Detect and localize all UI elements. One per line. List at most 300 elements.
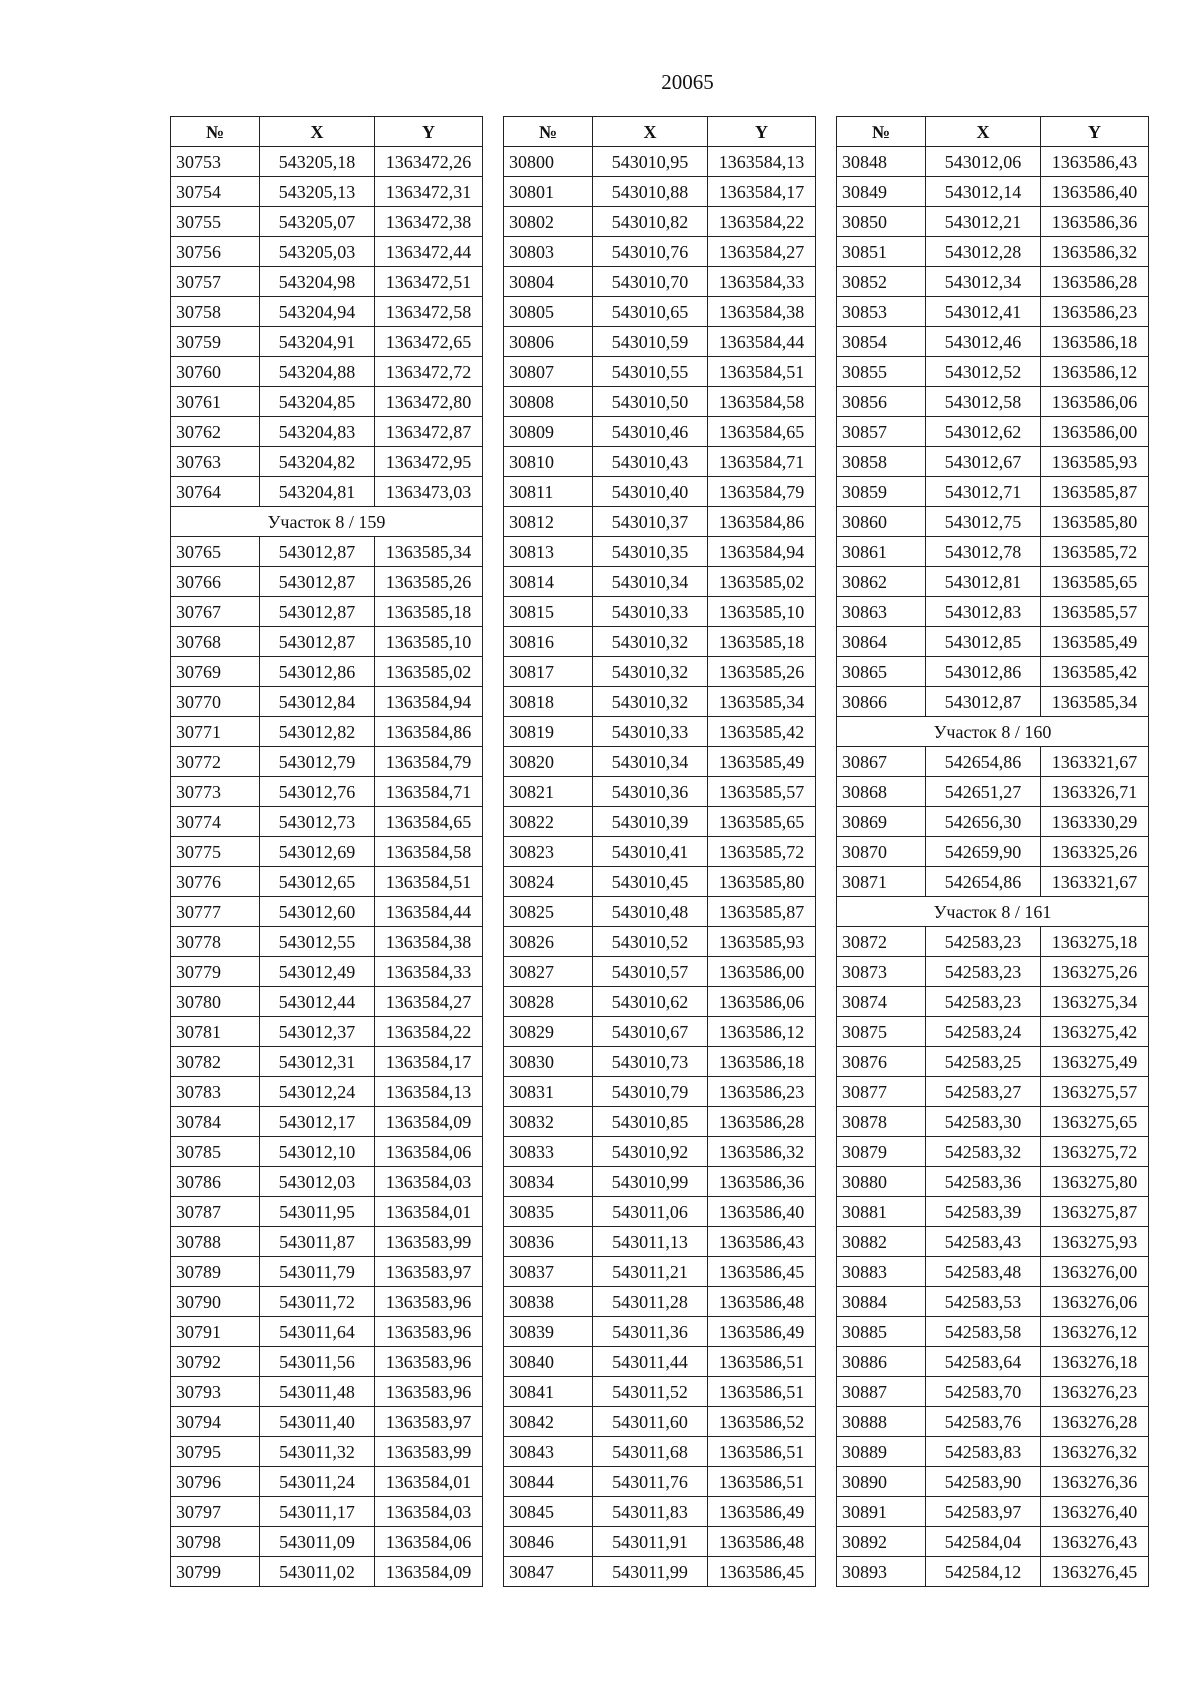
point-number-cell: 30810 — [504, 447, 593, 477]
table-row — [837, 207, 1149, 237]
y-coordinate-cell: 1363276,45 — [1041, 1557, 1149, 1587]
x-coordinate-cell: 542583,76 — [926, 1407, 1041, 1437]
table-row — [504, 387, 816, 417]
table-row — [504, 747, 816, 777]
table-row — [171, 567, 483, 597]
point-number-cell: 30773 — [171, 777, 260, 807]
point-number-cell: 30833 — [504, 1137, 593, 1167]
point-number-cell: 30848 — [837, 147, 926, 177]
point-number-cell: 30863 — [837, 597, 926, 627]
x-coordinate-cell: 543010,88 — [593, 177, 708, 207]
point-number-cell: 30851 — [837, 237, 926, 267]
table-body — [171, 147, 483, 1587]
y-coordinate-cell: 1363583,99 — [375, 1437, 483, 1467]
y-coordinate-cell: 1363586,36 — [1041, 207, 1149, 237]
point-number-cell: 30886 — [837, 1347, 926, 1377]
y-coordinate-cell: 1363584,09 — [375, 1107, 483, 1137]
table-row — [837, 687, 1149, 717]
point-number-cell: 30861 — [837, 537, 926, 567]
x-coordinate-cell: 542583,58 — [926, 1317, 1041, 1347]
y-coordinate-cell: 1363583,97 — [375, 1407, 483, 1437]
y-coordinate-cell: 1363586,40 — [708, 1197, 816, 1227]
x-coordinate-cell: 543204,83 — [260, 417, 375, 447]
x-coordinate-cell: 542583,32 — [926, 1137, 1041, 1167]
table-row — [837, 507, 1149, 537]
x-coordinate-cell: 543204,94 — [260, 297, 375, 327]
y-coordinate-cell: 1363586,12 — [708, 1017, 816, 1047]
table-row — [504, 837, 816, 867]
table-row — [171, 807, 483, 837]
table-row — [171, 477, 483, 507]
table-row — [504, 1557, 816, 1587]
table-row — [837, 237, 1149, 267]
y-coordinate-cell: 1363585,65 — [708, 807, 816, 837]
point-number-cell: 30892 — [837, 1527, 926, 1557]
point-number-cell: 30824 — [504, 867, 593, 897]
point-number-cell: 30871 — [837, 867, 926, 897]
y-coordinate-cell: 1363275,18 — [1041, 927, 1149, 957]
table-row — [837, 957, 1149, 987]
table-row — [504, 1437, 816, 1467]
section-heading-row — [171, 507, 483, 537]
x-coordinate-cell: 543011,79 — [260, 1257, 375, 1287]
table-row — [837, 1077, 1149, 1107]
x-coordinate-cell: 543010,67 — [593, 1017, 708, 1047]
x-coordinate-cell: 543012,10 — [260, 1137, 375, 1167]
table-row — [837, 1017, 1149, 1047]
table-row — [171, 927, 483, 957]
x-coordinate-cell: 543010,95 — [593, 147, 708, 177]
y-coordinate-cell: 1363586,49 — [708, 1497, 816, 1527]
y-coordinate-cell: 1363472,65 — [375, 327, 483, 357]
point-number-cell: 30770 — [171, 687, 260, 717]
table-row — [171, 597, 483, 627]
table-row — [171, 357, 483, 387]
point-number-cell: 30805 — [504, 297, 593, 327]
x-coordinate-cell: 543010,50 — [593, 387, 708, 417]
point-number-cell: 30866 — [837, 687, 926, 717]
y-coordinate-cell: 1363586,43 — [708, 1227, 816, 1257]
table-row — [837, 1047, 1149, 1077]
point-number-cell: 30790 — [171, 1287, 260, 1317]
y-coordinate-cell: 1363585,49 — [708, 747, 816, 777]
y-coordinate-cell: 1363586,51 — [708, 1467, 816, 1497]
x-coordinate-cell: 543011,36 — [593, 1317, 708, 1347]
y-coordinate-cell: 1363585,34 — [708, 687, 816, 717]
x-coordinate-cell: 542583,27 — [926, 1077, 1041, 1107]
header-x: X — [926, 117, 1041, 147]
table-row — [837, 837, 1149, 867]
table-row — [504, 957, 816, 987]
point-number-cell: 30870 — [837, 837, 926, 867]
table-row — [504, 897, 816, 927]
y-coordinate-cell: 1363276,43 — [1041, 1527, 1149, 1557]
y-coordinate-cell: 1363321,67 — [1041, 747, 1149, 777]
point-number-cell: 30794 — [171, 1407, 260, 1437]
point-number-cell: 30829 — [504, 1017, 593, 1047]
x-coordinate-cell: 543012,62 — [926, 417, 1041, 447]
table-row — [171, 237, 483, 267]
y-coordinate-cell: 1363583,96 — [375, 1347, 483, 1377]
table-row — [171, 1167, 483, 1197]
x-coordinate-cell: 543010,79 — [593, 1077, 708, 1107]
point-number-cell: 30757 — [171, 267, 260, 297]
point-number-cell: 30865 — [837, 657, 926, 687]
y-coordinate-cell: 1363586,23 — [1041, 297, 1149, 327]
point-number-cell: 30882 — [837, 1227, 926, 1257]
y-coordinate-cell: 1363584,22 — [375, 1017, 483, 1047]
table-row — [837, 657, 1149, 687]
x-coordinate-cell: 543011,44 — [593, 1347, 708, 1377]
point-number-cell: 30864 — [837, 627, 926, 657]
table-row — [171, 747, 483, 777]
table-row — [171, 1287, 483, 1317]
x-coordinate-cell: 543204,91 — [260, 327, 375, 357]
point-number-cell: 30878 — [837, 1107, 926, 1137]
y-coordinate-cell: 1363583,99 — [375, 1227, 483, 1257]
x-coordinate-cell: 543011,64 — [260, 1317, 375, 1347]
point-number-cell: 30755 — [171, 207, 260, 237]
x-coordinate-cell: 543010,34 — [593, 747, 708, 777]
x-coordinate-cell: 543010,52 — [593, 927, 708, 957]
y-coordinate-cell: 1363585,72 — [708, 837, 816, 867]
table-row — [171, 1497, 483, 1527]
header-number: № — [837, 117, 926, 147]
table-row — [504, 777, 816, 807]
point-number-cell: 30887 — [837, 1377, 926, 1407]
table-header-row — [171, 117, 483, 147]
table-row — [171, 267, 483, 297]
x-coordinate-cell: 543012,58 — [926, 387, 1041, 417]
table-row — [504, 237, 816, 267]
y-coordinate-cell: 1363584,13 — [375, 1077, 483, 1107]
point-number-cell: 30792 — [171, 1347, 260, 1377]
point-number-cell: 30877 — [837, 1077, 926, 1107]
y-coordinate-cell: 1363584,79 — [375, 747, 483, 777]
y-coordinate-cell: 1363586,18 — [708, 1047, 816, 1077]
table-row — [504, 447, 816, 477]
table-row — [837, 1527, 1149, 1557]
table-row — [171, 1437, 483, 1467]
y-coordinate-cell: 1363584,79 — [708, 477, 816, 507]
point-number-cell: 30758 — [171, 297, 260, 327]
point-number-cell: 30772 — [171, 747, 260, 777]
point-number-cell: 30782 — [171, 1047, 260, 1077]
point-number-cell: 30885 — [837, 1317, 926, 1347]
point-number-cell: 30855 — [837, 357, 926, 387]
x-coordinate-cell: 543011,83 — [593, 1497, 708, 1527]
table-row — [837, 1497, 1149, 1527]
table-row — [837, 177, 1149, 207]
y-coordinate-cell: 1363276,40 — [1041, 1497, 1149, 1527]
table-row — [171, 627, 483, 657]
table-row — [504, 597, 816, 627]
x-coordinate-cell: 543012,67 — [926, 447, 1041, 477]
x-coordinate-cell: 543010,34 — [593, 567, 708, 597]
x-coordinate-cell: 543012,81 — [926, 567, 1041, 597]
table-row — [171, 1077, 483, 1107]
point-number-cell: 30817 — [504, 657, 593, 687]
y-coordinate-cell: 1363472,87 — [375, 417, 483, 447]
y-coordinate-cell: 1363586,52 — [708, 1407, 816, 1437]
x-coordinate-cell: 543204,81 — [260, 477, 375, 507]
point-number-cell: 30862 — [837, 567, 926, 597]
section-heading-row — [837, 897, 1149, 927]
y-coordinate-cell: 1363585,10 — [708, 597, 816, 627]
y-coordinate-cell: 1363585,87 — [708, 897, 816, 927]
x-coordinate-cell: 542583,64 — [926, 1347, 1041, 1377]
x-coordinate-cell: 543012,41 — [926, 297, 1041, 327]
x-coordinate-cell: 542583,90 — [926, 1467, 1041, 1497]
point-number-cell: 30873 — [837, 957, 926, 987]
x-coordinate-cell: 543012,65 — [260, 867, 375, 897]
y-coordinate-cell: 1363472,38 — [375, 207, 483, 237]
x-coordinate-cell: 542583,25 — [926, 1047, 1041, 1077]
x-coordinate-cell: 543011,60 — [593, 1407, 708, 1437]
table-row — [171, 867, 483, 897]
point-number-cell: 30847 — [504, 1557, 593, 1587]
y-coordinate-cell: 1363585,57 — [1041, 597, 1149, 627]
y-coordinate-cell: 1363325,26 — [1041, 837, 1149, 867]
y-coordinate-cell: 1363585,65 — [1041, 567, 1149, 597]
y-coordinate-cell: 1363585,57 — [708, 777, 816, 807]
point-number-cell: 30801 — [504, 177, 593, 207]
table-row — [837, 747, 1149, 777]
y-coordinate-cell: 1363472,80 — [375, 387, 483, 417]
x-coordinate-cell: 542654,86 — [926, 747, 1041, 777]
point-number-cell: 30843 — [504, 1437, 593, 1467]
x-coordinate-cell: 543010,45 — [593, 867, 708, 897]
coordinates-table-3 — [836, 116, 1149, 1587]
table-row — [504, 147, 816, 177]
point-number-cell: 30811 — [504, 477, 593, 507]
x-coordinate-cell: 542654,86 — [926, 867, 1041, 897]
y-coordinate-cell: 1363584,33 — [708, 267, 816, 297]
table-row — [837, 1257, 1149, 1287]
x-coordinate-cell: 543010,59 — [593, 327, 708, 357]
x-coordinate-cell: 542583,30 — [926, 1107, 1041, 1137]
x-coordinate-cell: 543204,85 — [260, 387, 375, 417]
x-coordinate-cell: 543012,46 — [926, 327, 1041, 357]
x-coordinate-cell: 543012,60 — [260, 897, 375, 927]
point-number-cell: 30850 — [837, 207, 926, 237]
y-coordinate-cell: 1363275,34 — [1041, 987, 1149, 1017]
point-number-cell: 30839 — [504, 1317, 593, 1347]
y-coordinate-cell: 1363584,71 — [708, 447, 816, 477]
table-row — [837, 567, 1149, 597]
x-coordinate-cell: 542583,43 — [926, 1227, 1041, 1257]
table-row — [837, 987, 1149, 1017]
y-coordinate-cell: 1363584,86 — [375, 717, 483, 747]
x-coordinate-cell: 543010,41 — [593, 837, 708, 867]
point-number-cell: 30803 — [504, 237, 593, 267]
x-coordinate-cell: 543010,32 — [593, 657, 708, 687]
y-coordinate-cell: 1363584,58 — [375, 837, 483, 867]
x-coordinate-cell: 543012,69 — [260, 837, 375, 867]
table-body — [504, 147, 816, 1587]
point-number-cell: 30754 — [171, 177, 260, 207]
x-coordinate-cell: 543010,57 — [593, 957, 708, 987]
point-number-cell: 30831 — [504, 1077, 593, 1107]
table-row — [504, 627, 816, 657]
y-coordinate-cell: 1363584,03 — [375, 1167, 483, 1197]
table-row — [837, 267, 1149, 297]
point-number-cell: 30869 — [837, 807, 926, 837]
y-coordinate-cell: 1363586,28 — [708, 1107, 816, 1137]
y-coordinate-cell: 1363585,34 — [1041, 687, 1149, 717]
y-coordinate-cell: 1363585,18 — [375, 597, 483, 627]
point-number-cell: 30807 — [504, 357, 593, 387]
y-coordinate-cell: 1363584,17 — [375, 1047, 483, 1077]
table-row — [504, 297, 816, 327]
x-coordinate-cell: 543010,33 — [593, 717, 708, 747]
point-number-cell: 30809 — [504, 417, 593, 447]
y-coordinate-cell: 1363326,71 — [1041, 777, 1149, 807]
table-row — [171, 987, 483, 1017]
table-row — [837, 1227, 1149, 1257]
x-coordinate-cell: 543012,82 — [260, 717, 375, 747]
point-number-cell: 30813 — [504, 537, 593, 567]
table-row — [837, 537, 1149, 567]
table-row — [837, 1347, 1149, 1377]
y-coordinate-cell: 1363583,96 — [375, 1377, 483, 1407]
point-number-cell: 30858 — [837, 447, 926, 477]
y-coordinate-cell: 1363583,96 — [375, 1287, 483, 1317]
y-coordinate-cell: 1363275,57 — [1041, 1077, 1149, 1107]
x-coordinate-cell: 543011,02 — [260, 1557, 375, 1587]
x-coordinate-cell: 543012,17 — [260, 1107, 375, 1137]
y-coordinate-cell: 1363585,02 — [375, 657, 483, 687]
table-row — [837, 1557, 1149, 1587]
y-coordinate-cell: 1363584,38 — [708, 297, 816, 327]
point-number-cell: 30780 — [171, 987, 260, 1017]
x-coordinate-cell: 542584,12 — [926, 1557, 1041, 1587]
y-coordinate-cell: 1363584,51 — [375, 867, 483, 897]
table-row — [171, 387, 483, 417]
point-number-cell: 30823 — [504, 837, 593, 867]
x-coordinate-cell: 543011,32 — [260, 1437, 375, 1467]
point-number-cell: 30819 — [504, 717, 593, 747]
y-coordinate-cell: 1363586,23 — [708, 1077, 816, 1107]
table-row — [837, 1467, 1149, 1497]
x-coordinate-cell: 543010,32 — [593, 687, 708, 717]
point-number-cell: 30888 — [837, 1407, 926, 1437]
x-coordinate-cell: 543011,87 — [260, 1227, 375, 1257]
header-y: Y — [708, 117, 816, 147]
y-coordinate-cell: 1363584,03 — [375, 1497, 483, 1527]
table-row — [504, 1077, 816, 1107]
y-coordinate-cell: 1363585,42 — [1041, 657, 1149, 687]
y-coordinate-cell: 1363586,49 — [708, 1317, 816, 1347]
y-coordinate-cell: 1363586,45 — [708, 1557, 816, 1587]
point-number-cell: 30816 — [504, 627, 593, 657]
y-coordinate-cell: 1363472,26 — [375, 147, 483, 177]
table-row — [171, 687, 483, 717]
y-coordinate-cell: 1363275,49 — [1041, 1047, 1149, 1077]
table-row — [171, 897, 483, 927]
x-coordinate-cell: 543012,49 — [260, 957, 375, 987]
x-coordinate-cell: 543010,65 — [593, 297, 708, 327]
point-number-cell: 30789 — [171, 1257, 260, 1287]
point-number-cell: 30753 — [171, 147, 260, 177]
point-number-cell: 30849 — [837, 177, 926, 207]
x-coordinate-cell: 543012,31 — [260, 1047, 375, 1077]
x-coordinate-cell: 543010,39 — [593, 807, 708, 837]
point-number-cell: 30826 — [504, 927, 593, 957]
x-coordinate-cell: 542584,04 — [926, 1527, 1041, 1557]
point-number-cell: 30840 — [504, 1347, 593, 1377]
y-coordinate-cell: 1363584,51 — [708, 357, 816, 387]
point-number-cell: 30880 — [837, 1167, 926, 1197]
y-coordinate-cell: 1363584,33 — [375, 957, 483, 987]
table-row — [837, 477, 1149, 507]
y-coordinate-cell: 1363586,45 — [708, 1257, 816, 1287]
point-number-cell: 30860 — [837, 507, 926, 537]
point-number-cell: 30800 — [504, 147, 593, 177]
y-coordinate-cell: 1363275,72 — [1041, 1137, 1149, 1167]
y-coordinate-cell: 1363584,86 — [708, 507, 816, 537]
x-coordinate-cell: 543010,48 — [593, 897, 708, 927]
table-row — [504, 1197, 816, 1227]
header-x: X — [260, 117, 375, 147]
x-coordinate-cell: 543011,56 — [260, 1347, 375, 1377]
y-coordinate-cell: 1363585,80 — [708, 867, 816, 897]
x-coordinate-cell: 543205,13 — [260, 177, 375, 207]
point-number-cell: 30761 — [171, 387, 260, 417]
table-header-row — [837, 117, 1149, 147]
y-coordinate-cell: 1363586,06 — [1041, 387, 1149, 417]
x-coordinate-cell: 543012,87 — [260, 627, 375, 657]
point-number-cell: 30837 — [504, 1257, 593, 1287]
x-coordinate-cell: 542583,53 — [926, 1287, 1041, 1317]
y-coordinate-cell: 1363584,94 — [375, 687, 483, 717]
x-coordinate-cell: 542659,90 — [926, 837, 1041, 867]
x-coordinate-cell: 543012,86 — [926, 657, 1041, 687]
table-row — [504, 417, 816, 447]
x-coordinate-cell: 543011,99 — [593, 1557, 708, 1587]
x-coordinate-cell: 543011,28 — [593, 1287, 708, 1317]
point-number-cell: 30778 — [171, 927, 260, 957]
table-row — [171, 777, 483, 807]
header-number: № — [504, 117, 593, 147]
point-number-cell: 30788 — [171, 1227, 260, 1257]
y-coordinate-cell: 1363276,00 — [1041, 1257, 1149, 1287]
y-coordinate-cell: 1363472,31 — [375, 177, 483, 207]
x-coordinate-cell: 542583,36 — [926, 1167, 1041, 1197]
point-number-cell: 30889 — [837, 1437, 926, 1467]
point-number-cell: 30845 — [504, 1497, 593, 1527]
y-coordinate-cell: 1363276,12 — [1041, 1317, 1149, 1347]
y-coordinate-cell: 1363585,26 — [708, 657, 816, 687]
y-coordinate-cell: 1363583,96 — [375, 1317, 483, 1347]
y-coordinate-cell: 1363585,42 — [708, 717, 816, 747]
point-number-cell: 30867 — [837, 747, 926, 777]
table-row — [504, 507, 816, 537]
table-row — [171, 717, 483, 747]
point-number-cell: 30768 — [171, 627, 260, 657]
table-row — [504, 987, 816, 1017]
x-coordinate-cell: 543011,24 — [260, 1467, 375, 1497]
y-coordinate-cell: 1363586,00 — [1041, 417, 1149, 447]
y-coordinate-cell: 1363584,22 — [708, 207, 816, 237]
table-header-row — [504, 117, 816, 147]
table-row — [504, 867, 816, 897]
table-row — [504, 807, 816, 837]
x-coordinate-cell: 543012,85 — [926, 627, 1041, 657]
x-coordinate-cell: 542583,70 — [926, 1377, 1041, 1407]
y-coordinate-cell: 1363586,48 — [708, 1527, 816, 1557]
x-coordinate-cell: 543012,84 — [260, 687, 375, 717]
